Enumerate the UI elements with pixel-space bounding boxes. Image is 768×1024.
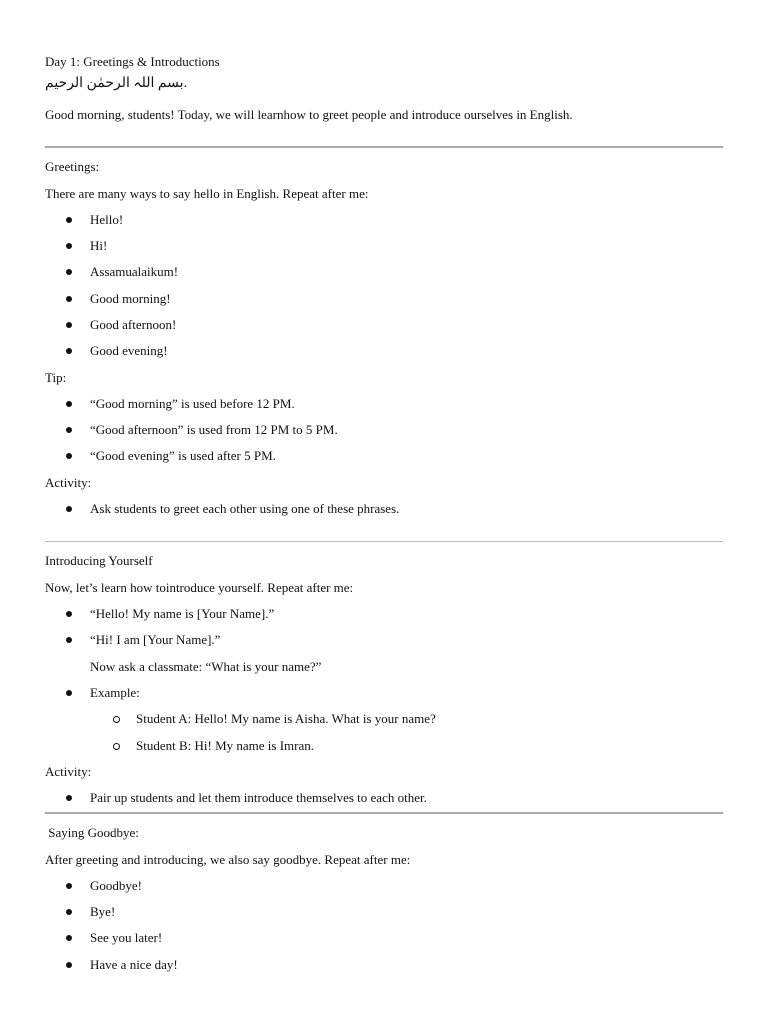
bullet-icon bbox=[66, 690, 72, 696]
bullet-icon bbox=[66, 935, 72, 941]
bullet-icon bbox=[66, 217, 72, 223]
list-item: Good evening! bbox=[90, 343, 168, 358]
bullet-icon bbox=[66, 962, 72, 968]
bullet-icon bbox=[66, 427, 72, 433]
document-title: Day 1: Greetings & Introductions bbox=[45, 54, 220, 69]
followup-text: Now ask a classmate: “What is your name?” bbox=[90, 659, 322, 674]
list-item: Good afternoon! bbox=[90, 317, 177, 332]
introducing-lead: Now, let’s learn how tointroduce yourself. Repeat after me: bbox=[45, 580, 354, 595]
list-item: Bye! bbox=[90, 904, 116, 919]
bullet-icon bbox=[66, 296, 72, 302]
list-item: “Hello! My name is [Your Name].” bbox=[90, 606, 275, 621]
list-item: Pair up students and let them introduce themselves to each other. bbox=[90, 790, 427, 805]
list-item: Assamualaikum! bbox=[90, 264, 179, 279]
bullet-icon bbox=[66, 348, 72, 354]
goodbye-lead: After greeting and introducing, we also say goodbye. Repeat after me: bbox=[45, 852, 411, 867]
bullet-icon bbox=[66, 269, 72, 275]
goodbye-heading: Saying Goodbye: bbox=[45, 825, 139, 840]
list-item: “Hi! I am [Your Name].” bbox=[90, 632, 221, 647]
section-divider bbox=[45, 146, 723, 148]
list-item: Hi! bbox=[90, 238, 108, 253]
bullet-icon bbox=[66, 322, 72, 328]
activity-heading: Activity: bbox=[45, 764, 92, 779]
list-item: See you later! bbox=[90, 930, 163, 945]
circle-bullet-icon bbox=[113, 743, 120, 750]
list-item: Ask students to greet each other using one of these phrases. bbox=[90, 501, 400, 516]
example-item: Student B: Hi! My name is Imran. bbox=[136, 738, 315, 753]
list-item: “Good morning” is used before 12 PM. bbox=[90, 396, 295, 411]
list-item: Have a nice day! bbox=[90, 957, 178, 972]
bullet-icon bbox=[66, 909, 72, 915]
bullet-icon bbox=[66, 795, 72, 801]
bullet-icon bbox=[66, 883, 72, 889]
activity-heading: Activity: bbox=[45, 475, 92, 490]
bullet-icon bbox=[66, 506, 72, 512]
greetings-heading: Greetings: bbox=[45, 159, 100, 174]
list-item: “Good afternoon” is used from 12 PM to 5 PM. bbox=[90, 422, 338, 437]
tip-heading: Tip: bbox=[45, 370, 67, 385]
example-item: Student A: Hello! My name is Aisha. What is your name? bbox=[136, 711, 436, 726]
section-divider bbox=[45, 541, 723, 542]
bullet-icon bbox=[66, 453, 72, 459]
introducing-heading: Introducing Yourself bbox=[45, 553, 153, 568]
bismillah-text: بسم اللہ الرحمٰن الرحیم. bbox=[45, 76, 188, 91]
intro-paragraph: Good morning, students! Today, we will learnhow to greet people and introduce ourselves in English. bbox=[45, 107, 573, 122]
bullet-icon bbox=[66, 637, 72, 643]
example-label: Example: bbox=[90, 685, 140, 700]
section-divider bbox=[45, 812, 723, 814]
bullet-icon bbox=[66, 401, 72, 407]
list-item: Goodbye! bbox=[90, 878, 142, 893]
list-item: Hello! bbox=[90, 212, 124, 227]
greetings-lead: There are many ways to say hello in English. Repeat after me: bbox=[45, 186, 369, 201]
bullet-icon bbox=[66, 611, 72, 617]
list-item: Good morning! bbox=[90, 291, 171, 306]
circle-bullet-icon bbox=[113, 716, 120, 723]
list-item: “Good evening” is used after 5 PM. bbox=[90, 448, 276, 463]
bullet-icon bbox=[66, 243, 72, 249]
